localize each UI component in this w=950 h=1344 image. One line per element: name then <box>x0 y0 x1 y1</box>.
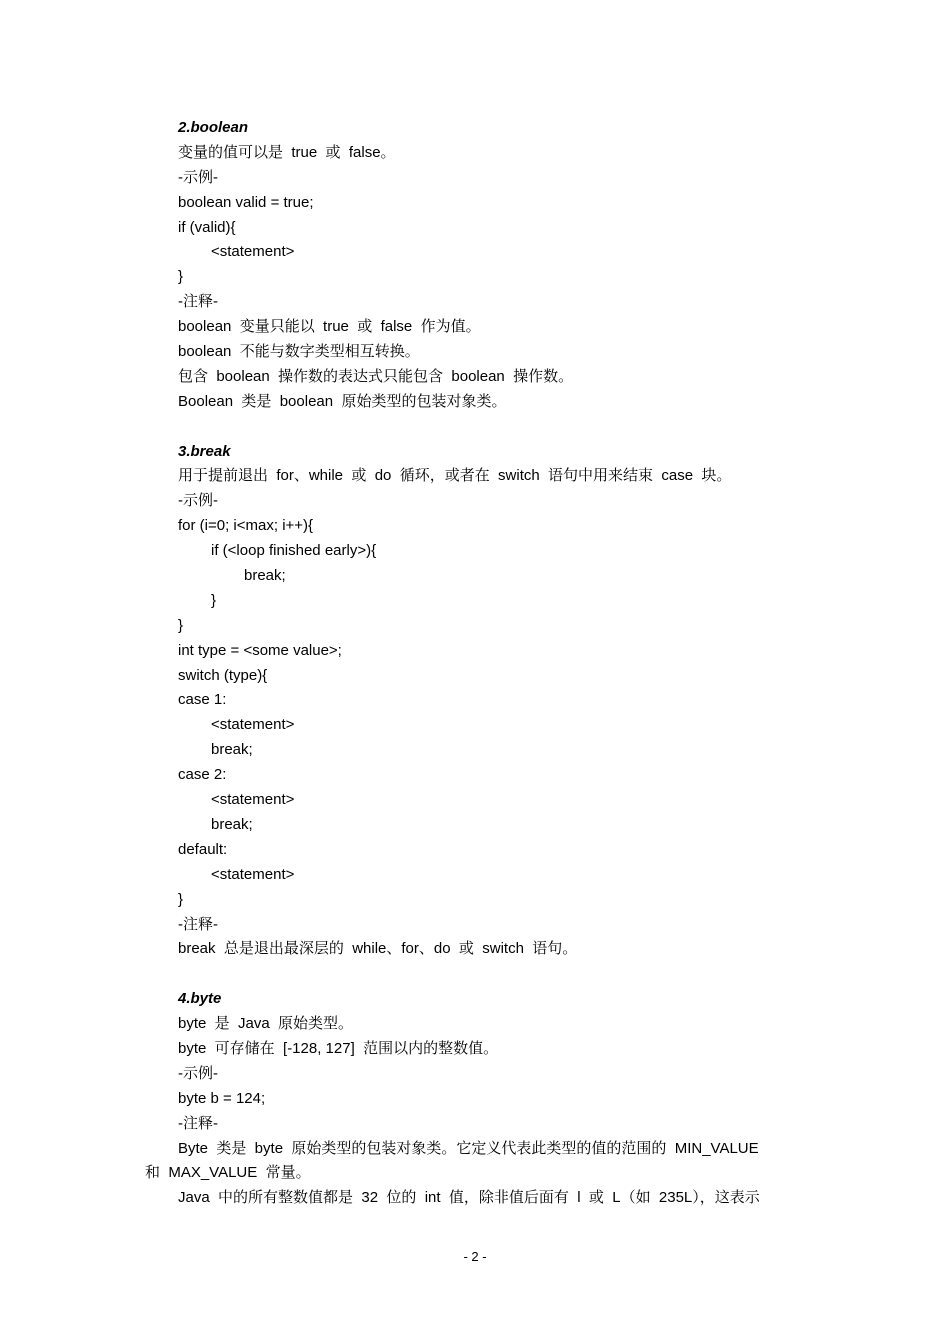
code-line: if (valid){ <box>178 218 236 236</box>
section-heading-boolean: 2.boolean <box>178 119 249 136</box>
example-label: -示例- <box>178 168 218 186</box>
code-line: if (<loop finished early>){ <box>211 542 377 560</box>
code-line: for (i=0; i<max; i++){ <box>178 517 314 535</box>
code-line: case 1: <box>178 691 227 709</box>
notes-label: -注释- <box>178 915 218 933</box>
code-line: break; <box>244 567 286 585</box>
section-heading-byte: 4.byte <box>178 990 222 1008</box>
note-line: break 总是退出最深层的 while、for、do 或 switch 语句。 <box>178 940 578 958</box>
note-line: boolean 不能与数字类型相互转换。 <box>178 343 420 361</box>
note-line: Java 中的所有整数值都是 32 位的 int 值，除非值后面有 l 或 L（如 235L），这表示 <box>178 1189 760 1207</box>
note-line-continued: 和 MAX_VALUE 常量。 <box>145 1164 311 1182</box>
note-line: Boolean 类是 boolean 原始类型的包装对象类。 <box>178 392 507 410</box>
byte-description: byte 可存储在 [-128, 127] 范围以内的整数值。 <box>178 1039 499 1057</box>
code-line: } <box>178 268 184 286</box>
example-label: -示例- <box>178 1064 218 1082</box>
byte-description: byte 是 Java 原始类型。 <box>178 1015 354 1033</box>
code-line: <statement> <box>211 865 295 883</box>
note-line: boolean 变量只能以 true 或 false 作为值。 <box>178 318 481 336</box>
code-line: break; <box>211 741 253 759</box>
section-gap <box>178 962 808 987</box>
code-line: } <box>211 591 217 609</box>
code-line: default: <box>178 840 228 858</box>
break-description: 用于提前退出 for、while 或 do 循环，或者在 switch 语句中用来结束 case 块。 <box>178 467 732 485</box>
code-line: <statement> <box>211 243 295 261</box>
notes-label: -注释- <box>178 293 218 311</box>
section-heading-break: 3.break <box>178 442 231 460</box>
code-line: int type = <some value>; <box>178 641 342 659</box>
notes-label: -注释- <box>178 1114 218 1132</box>
code-line: byte b = 124; <box>178 1089 266 1107</box>
code-line: boolean valid = true; <box>178 193 314 211</box>
code-line: } <box>178 616 184 634</box>
code-line: switch (type){ <box>178 666 268 684</box>
code-line: <statement> <box>211 791 295 809</box>
page-number: - 2 - <box>463 1249 487 1264</box>
code-line: break; <box>211 815 253 833</box>
page-content <box>145 116 808 1211</box>
section-gap <box>178 415 808 440</box>
note-line: Byte 类是 byte 原始类型的包装对象类。它定义代表此类型的值的范围的 MIN_VALUE <box>178 1139 759 1157</box>
code-line: case 2: <box>178 766 227 784</box>
note-line: 包含 boolean 操作数的表达式只能包含 boolean 操作数。 <box>178 367 574 385</box>
code-line: <statement> <box>211 716 295 734</box>
example-label: -示例- <box>178 492 218 510</box>
code-line: } <box>178 890 184 908</box>
boolean-description: 变量的值可以是 true 或 false。 <box>178 143 396 161</box>
